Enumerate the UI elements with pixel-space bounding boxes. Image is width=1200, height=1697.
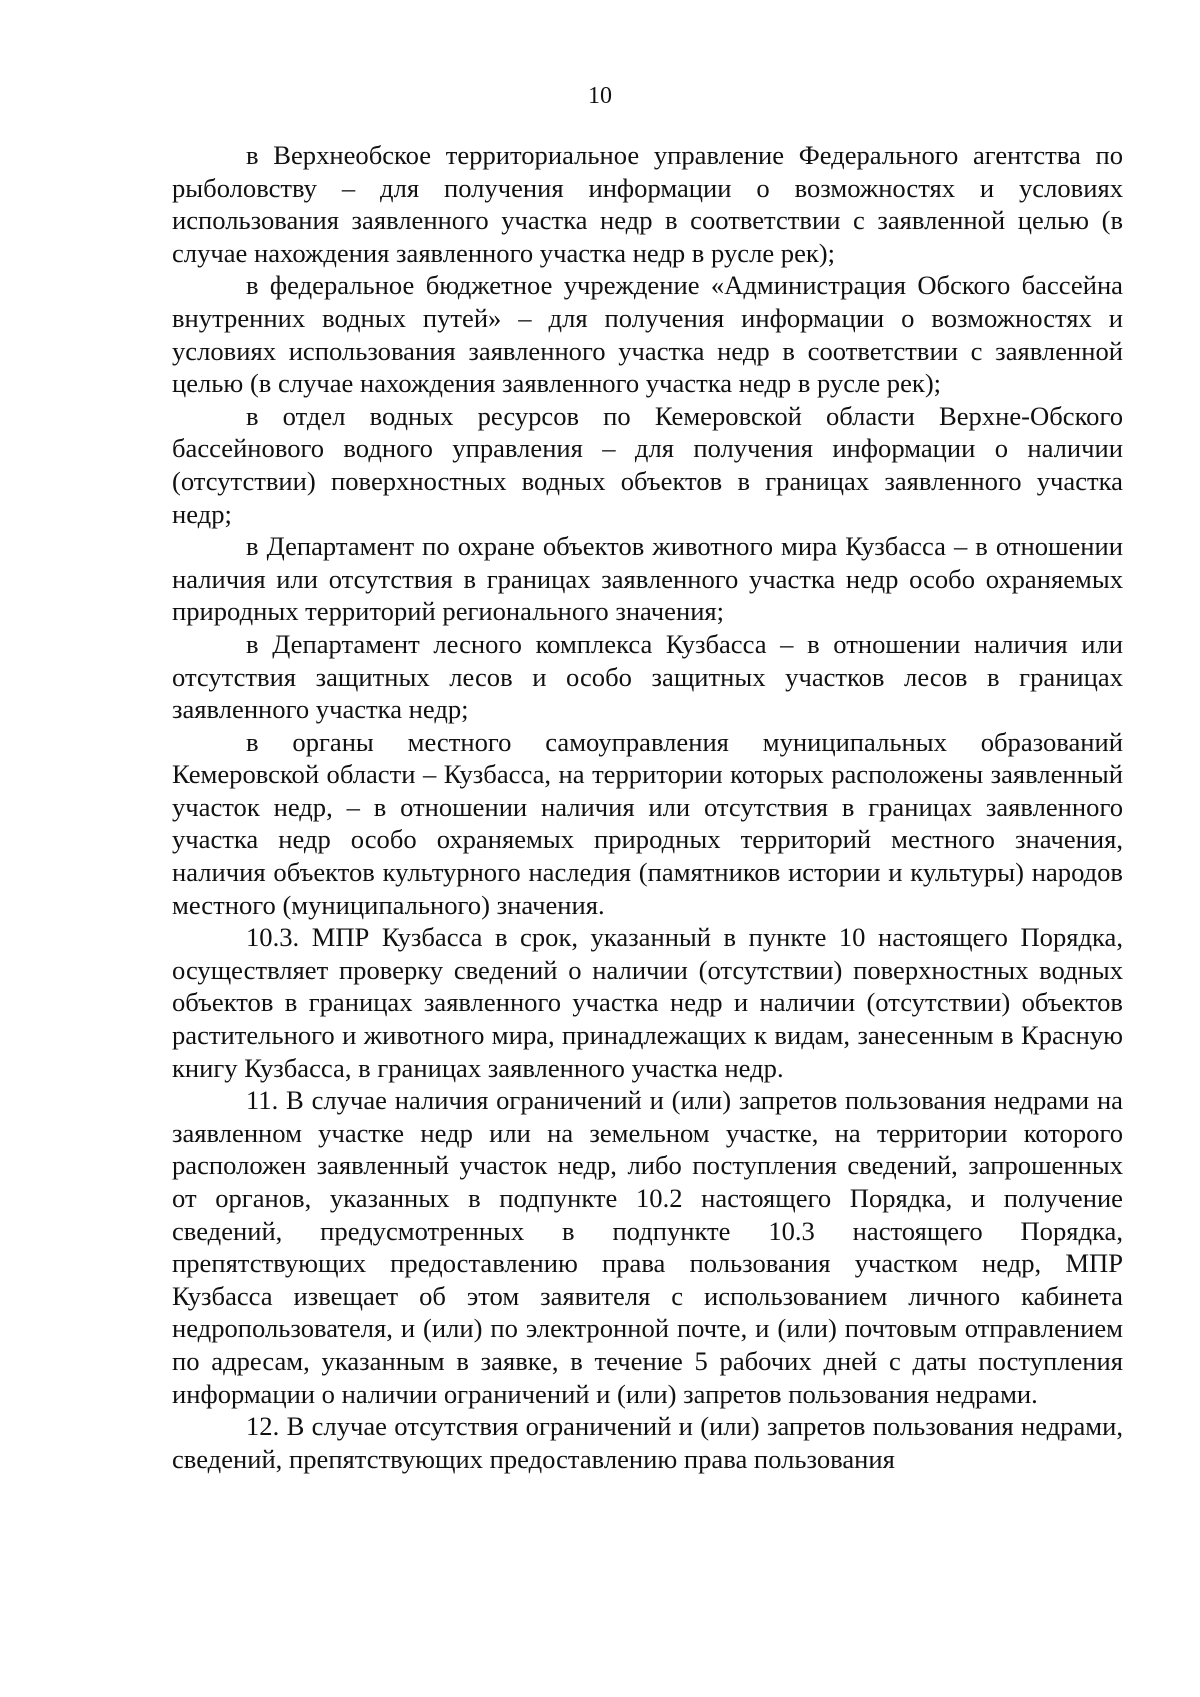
page-number: 10	[588, 83, 612, 109]
paragraph-forestry-department-request: в Департамент лесного комплекса Кузбасса – в отношении наличия или отсутствия защитных лесов и особо защитных участков лесов в границах заявленного участка недр;	[172, 628, 1123, 725]
paragraph-clause-11: 11. В случае наличия ограничений и (или) запретов пользования недрами на заявленном участке недр или на земельном участке, на территории которого расположен заявленный участок недр, либо поступления сведений, запрошенных от органов, указанных в подпункте 10.2 настоящего Порядка, и получение сведений, предусмотренных в подпункте 10.3 настоящего Порядка, препятствующих предоставлению права пользования участком недр, МПР Кузбасса извещает об этом заявителя с использованием личного кабинета недропользователя, и (или) по электронной почте, и (или) почтовым отправлением по адресам, указанным в заявке, в течение 5 рабочих дней с даты поступления информации о наличии ограничений и (или) запретов пользования недрами.	[172, 1085, 1123, 1409]
paragraph-water-resources-request: в отдел водных ресурсов по Кемеровской области Верхне-Обского бассейнового водного управления – для получения информации о наличии (отсутствии) поверхностных водных объектов в границах заявленного участка недр;	[172, 400, 1123, 529]
paragraph-clause-12: 12. В случае отсутствия ограничений и (или) запретов пользования недрами, сведений, препятствующих предоставлению права пользования	[172, 1411, 1123, 1474]
document-body	[172, 139, 1123, 1475]
paragraph-ob-waterways-request: в федеральное бюджетное учреждение «Администрация Обского бассейна внутренних водных путей» – для получения информации о возможностях и условиях использования заявленного участка недр в соответствии с заявленной целью (в случае нахождения заявленного участка недр в русле рек);	[172, 270, 1123, 399]
paragraph-local-government-request: в органы местного самоуправления муниципальных образований Кемеровской области – Кузбасса, на территории которых расположены заявленный участок недр, – в отношении наличия или отсутствия в границах заявленного участка недр особо охраняемых природных территорий местного значения, наличия объектов культурного наследия (памятников истории и культуры) народов местного (муниципального) значения.	[172, 726, 1123, 920]
paragraph-clause-10-3: 10.3. МПР Кузбасса в срок, указанный в пункте 10 настоящего Порядка, осуществляет проверку сведений о наличии (отсутствии) поверхностных водных объектов в границах заявленного участка недр и наличии (отсутствии) объектов растительного и животного мира, принадлежащих к видам, занесенным в Красную книгу Кузбасса, в границах заявленного участка недр.	[172, 922, 1123, 1083]
paragraph-fish-agency-request: в Верхнеобское территориальное управление Федерального агентства по рыболовству – для получения информации о возможностях и условиях использования заявленного участка недр в соответствии с заявленной целью (в случае нахождения заявленного участка недр в русле рек);	[172, 140, 1123, 268]
paragraph-wildlife-department-request: в Департамент по охране объектов животного мира Кузбасса – в отношении наличия или отсутствия в границах заявленного участка недр особо охраняемых природных территорий регионального значения;	[172, 531, 1123, 627]
